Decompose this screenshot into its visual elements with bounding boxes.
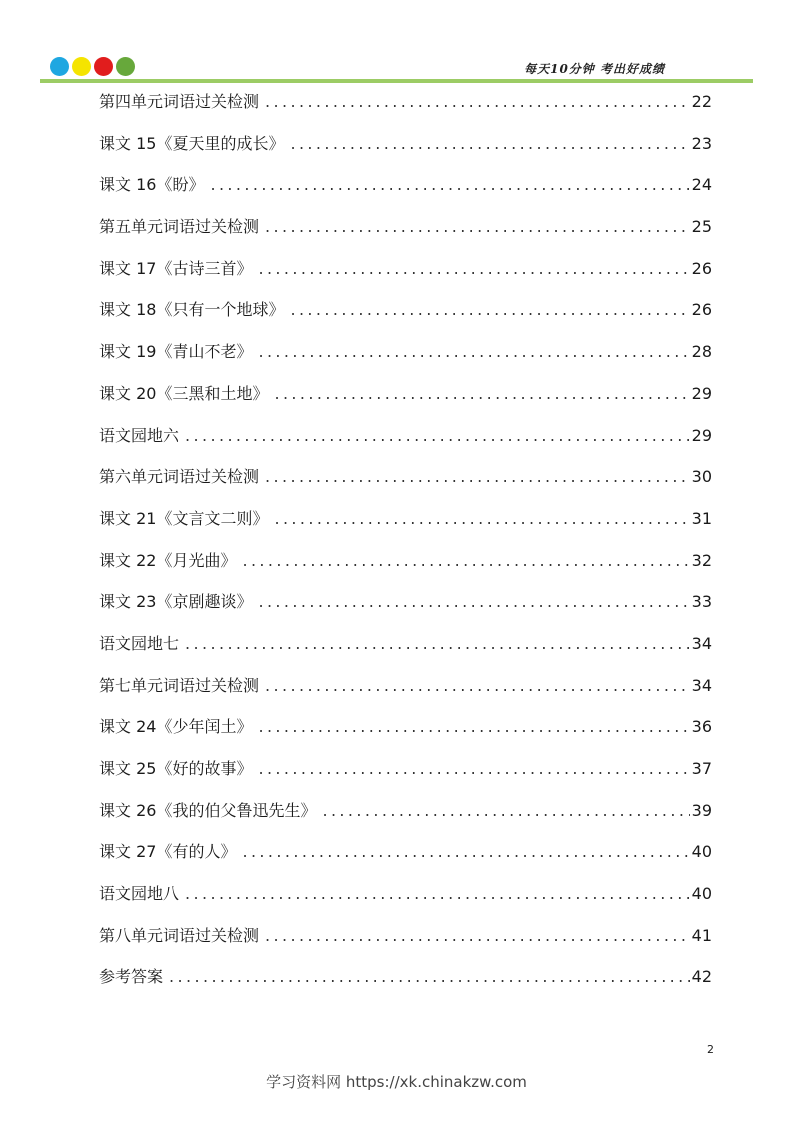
toc-leader-dots: [284, 292, 690, 328]
toc-entry[interactable]: [99, 501, 712, 543]
toc-entry-title: 课文 27《有的人》: [99, 842, 237, 862]
header-slogan: 每天10分钟 考出好成绩: [524, 62, 665, 76]
toc-leader-dots: [259, 668, 690, 704]
toc-entry[interactable]: [99, 751, 712, 793]
toc-entry-page: 30: [691, 467, 712, 487]
toc-entry-title: 课文 17《古诗三首》: [99, 258, 253, 278]
page-number: 2: [707, 1043, 714, 1056]
toc-leader-dots: [252, 584, 690, 620]
toc-leader-dots: [259, 918, 690, 954]
logo-dots: [50, 57, 135, 76]
logo-dot-blue: [50, 57, 69, 76]
toc-entry[interactable]: [99, 334, 712, 376]
toc-entry-page: 26: [691, 258, 712, 278]
toc-leader-dots: [259, 459, 690, 495]
toc-leader-dots: [252, 251, 690, 287]
toc-entry-title: 课文 18《只有一个地球》: [99, 300, 285, 320]
toc-entry-page: 24: [691, 175, 712, 195]
toc-leader-dots: [252, 334, 690, 370]
footer-watermark: 学习资料网 https://xk.chinakzw.com: [266, 1073, 527, 1091]
toc-entry-page: 34: [691, 675, 712, 695]
toc-entry-title: 语文园地八: [99, 884, 180, 904]
toc-leader-dots: [268, 501, 690, 537]
toc-entry[interactable]: [99, 167, 712, 209]
toc-entry-title: 参考答案: [99, 967, 164, 987]
logo-dot-green: [116, 57, 135, 76]
toc-entry-title: 课文 15《夏天里的成长》: [99, 133, 285, 153]
toc-entry[interactable]: [99, 84, 712, 126]
toc-entry-title: 课文 19《青山不老》: [99, 342, 253, 362]
toc-entry-title: 课文 23《京剧趣谈》: [99, 592, 253, 612]
toc-leader-dots: [163, 959, 690, 995]
toc-entry-page: 33: [691, 592, 712, 612]
toc-entry-page: 31: [691, 508, 712, 528]
toc-entry-title: 语文园地六: [99, 425, 180, 445]
toc-leader-dots: [179, 876, 690, 912]
toc-entry[interactable]: [99, 793, 712, 835]
header-rule: [40, 79, 753, 83]
toc-entry[interactable]: [99, 876, 712, 918]
table-of-contents: [99, 84, 712, 1001]
toc-entry-title: 课文 24《少年闰土》: [99, 717, 253, 737]
toc-leader-dots: [259, 84, 690, 120]
toc-entry-page: 25: [691, 217, 712, 237]
toc-entry[interactable]: [99, 292, 712, 334]
toc-leader-dots: [179, 626, 690, 662]
toc-leader-dots: [204, 167, 690, 203]
toc-leader-dots: [252, 751, 690, 787]
toc-entry[interactable]: [99, 834, 712, 876]
toc-entry-title: 课文 26《我的伯父鲁迅先生》: [99, 800, 317, 820]
toc-entry[interactable]: [99, 543, 712, 585]
toc-entry-page: 29: [691, 383, 712, 403]
toc-entry-page: 41: [691, 925, 712, 945]
toc-entry-page: 40: [691, 884, 712, 904]
toc-entry-page: 29: [691, 425, 712, 445]
toc-leader-dots: [284, 126, 690, 162]
toc-entry-page: 22: [691, 92, 712, 111]
toc-entry-title: 第七单元词语过关检测: [99, 675, 260, 695]
toc-entry-page: 23: [691, 133, 712, 153]
toc-entry[interactable]: [99, 251, 712, 293]
toc-leader-dots: [268, 376, 690, 412]
toc-entry-title: 课文 21《文言文二则》: [99, 508, 269, 528]
toc-entry-page: 32: [691, 550, 712, 570]
toc-entry[interactable]: [99, 584, 712, 626]
toc-entry-page: 37: [691, 759, 712, 778]
toc-entry-title: 课文 22《月光曲》: [99, 550, 237, 570]
toc-entry-title: 第五单元词语过关检测: [99, 217, 260, 237]
toc-entry-title: 第八单元词语过关检测: [99, 925, 260, 945]
toc-entry-title: 课文 25《好的故事》: [99, 759, 253, 778]
toc-entry-page: 40: [691, 842, 712, 862]
toc-entry[interactable]: [99, 126, 712, 168]
toc-entry[interactable]: [99, 209, 712, 251]
toc-leader-dots: [236, 543, 690, 579]
toc-entry-page: 26: [691, 300, 712, 320]
page-header: [0, 0, 793, 84]
toc-entry[interactable]: [99, 376, 712, 418]
logo-dot-red: [94, 57, 113, 76]
toc-entry-title: 第六单元词语过关检测: [99, 467, 260, 487]
toc-entry-title: 课文 16《盼》: [99, 175, 205, 195]
toc-entry[interactable]: [99, 959, 712, 1001]
toc-entry-page: 36: [691, 717, 712, 737]
toc-entry[interactable]: [99, 626, 712, 668]
toc-leader-dots: [179, 418, 690, 454]
toc-leader-dots: [236, 834, 690, 870]
toc-entry-page: 28: [691, 342, 712, 362]
toc-leader-dots: [316, 793, 690, 829]
toc-entry[interactable]: [99, 459, 712, 501]
toc-entry-page: 39: [691, 800, 712, 820]
toc-entry[interactable]: [99, 709, 712, 751]
toc-leader-dots: [252, 709, 690, 745]
toc-entry-page: 34: [691, 633, 712, 653]
toc-entry-title: 第四单元词语过关检测: [99, 92, 260, 111]
toc-entry-title: 课文 20《三黑和土地》: [99, 383, 269, 403]
toc-leader-dots: [259, 209, 690, 245]
toc-entry[interactable]: [99, 668, 712, 710]
toc-entry[interactable]: [99, 418, 712, 460]
toc-entry-page: 42: [691, 967, 712, 987]
toc-entry[interactable]: [99, 918, 712, 960]
logo-dot-yellow: [72, 57, 91, 76]
toc-entry-title: 语文园地七: [99, 633, 180, 653]
